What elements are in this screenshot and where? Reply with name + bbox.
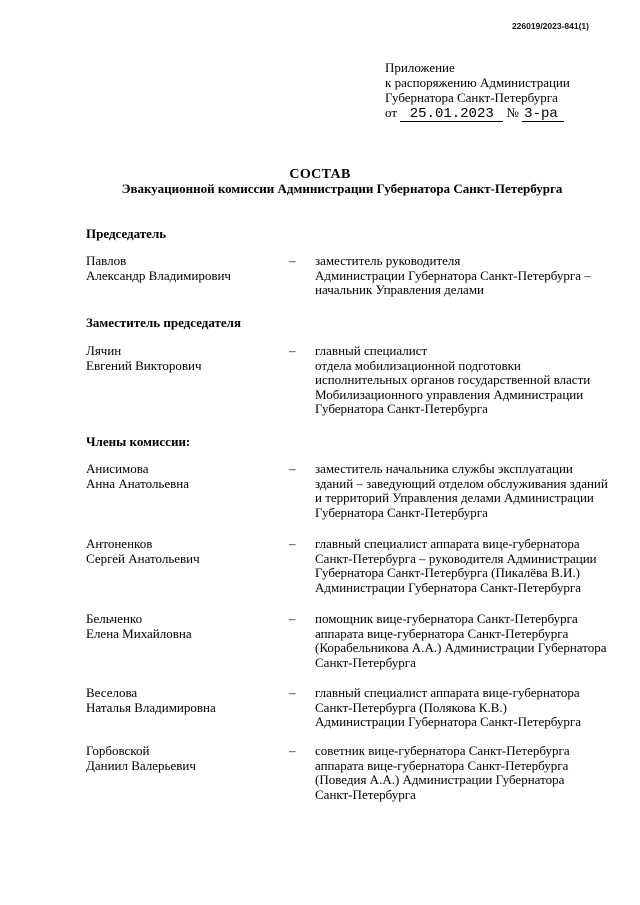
position-line: Мобилизационного управления Администрации bbox=[315, 386, 584, 402]
document-subtitle: Эвакуационной комиссии Администрации Губернатора Санкт-Петербурга bbox=[121, 181, 563, 196]
section-members: Члены комиссии: bbox=[86, 434, 191, 449]
member-position bbox=[315, 344, 625, 417]
position-line: советник вице-губернатора Санкт-Петербурга bbox=[315, 743, 570, 758]
position-line: (Поведия А.А.) Администрации Губернатора bbox=[315, 772, 565, 787]
member-surname: Бельченко bbox=[86, 611, 143, 626]
position-line: Санкт-Петербурга bbox=[315, 654, 416, 670]
position-line: Губернатора Санкт-Петербурга bbox=[315, 401, 488, 416]
position-line: (Корабельникова А.А.) Администрации Губернатора bbox=[315, 640, 607, 655]
position-line: зданий – заведующий отделом обслуживания зданий bbox=[315, 475, 608, 491]
dash-separator: – bbox=[289, 685, 296, 700]
position-line: главный специалист аппарата вице-губернатора bbox=[315, 685, 580, 700]
position-line: главный специалист аппарата вице-губернатора bbox=[315, 536, 580, 551]
member-name bbox=[86, 686, 286, 715]
dash-separator: – bbox=[289, 343, 296, 358]
member-given-name: Даниил Валерьевич bbox=[86, 757, 196, 773]
member-surname: Лячин bbox=[86, 343, 122, 358]
dash-separator: – bbox=[289, 253, 296, 268]
position-line: Санкт-Петербурга bbox=[315, 786, 416, 802]
from-label: от bbox=[385, 105, 398, 120]
position-line: заместитель начальника службы эксплуатации bbox=[315, 461, 573, 476]
position-line: Администрации Губернатора Санкт-Петербурга – bbox=[315, 267, 591, 283]
position-line: отдела мобилизационной подготовки bbox=[315, 357, 521, 373]
dash-separator: – bbox=[289, 743, 296, 758]
annex-date-line bbox=[385, 105, 570, 122]
document-title: СОСТАВ bbox=[289, 167, 351, 182]
position-line: Губернатора Санкт-Петербурга (Пикалёва В.И.) bbox=[315, 565, 580, 580]
dash-separator: – bbox=[289, 536, 296, 551]
member-given-name: Евгений Викторович bbox=[86, 357, 202, 373]
member-given-name: Анна Анатольевна bbox=[86, 475, 189, 491]
member-given-name: Александр Владимирович bbox=[86, 267, 231, 283]
position-line: аппарата вице-губернатора Санкт-Петербурга bbox=[315, 757, 569, 773]
position-line: исполнительных органов государственной власти bbox=[315, 372, 591, 387]
member-name bbox=[86, 254, 286, 283]
section-deputy: Заместитель председателя bbox=[86, 315, 242, 330]
position-line: Санкт-Петербурга – руководителя Администрации bbox=[315, 550, 597, 566]
member-name bbox=[86, 462, 286, 491]
annex-reference: к распоряжению Администрации bbox=[385, 75, 570, 90]
position-line: заместитель руководителя bbox=[315, 253, 461, 268]
member-position bbox=[315, 612, 625, 670]
member-given-name: Сергей Анатольевич bbox=[86, 550, 200, 566]
position-line: аппарата вице-губернатора Санкт-Петербурга bbox=[315, 625, 569, 641]
member-name bbox=[86, 612, 286, 641]
annex-block bbox=[385, 60, 570, 122]
position-line: и территорий Управления делами Администрации bbox=[315, 490, 594, 505]
member-surname: Павлов bbox=[86, 253, 127, 268]
number-label: № bbox=[506, 105, 519, 120]
member-position bbox=[315, 686, 625, 730]
member-name bbox=[86, 744, 286, 773]
member-given-name: Елена Михайловна bbox=[86, 625, 192, 641]
section-chair: Председатель bbox=[86, 226, 167, 241]
member-surname: Анисимова bbox=[86, 461, 149, 476]
position-line: главный специалист bbox=[315, 343, 428, 358]
member-position bbox=[315, 537, 625, 595]
dash-separator: – bbox=[289, 611, 296, 626]
member-surname: Веселова bbox=[86, 685, 138, 700]
member-name bbox=[86, 344, 286, 373]
position-line: Администрации Губернатора Санкт-Петербурга bbox=[315, 714, 581, 729]
annex-authority: Губернатора Санкт-Петербурга bbox=[385, 90, 558, 105]
order-date: 25.01.2023 bbox=[400, 108, 503, 122]
order-number: 3-ра bbox=[522, 108, 564, 122]
document-id: 226019/2023-841(1) bbox=[511, 21, 589, 31]
member-position bbox=[315, 744, 625, 802]
member-given-name: Наталья Владимировна bbox=[86, 699, 216, 715]
position-line: Санкт-Петербурга (Полякова К.В.) bbox=[315, 699, 507, 715]
position-line: помощник вице-губернатора Санкт-Петербурга bbox=[315, 611, 578, 626]
annex-title: Приложение bbox=[385, 60, 455, 75]
member-position bbox=[315, 254, 625, 298]
position-line: Губернатора Санкт-Петербурга bbox=[315, 504, 488, 520]
position-line: начальник Управления делами bbox=[315, 282, 485, 297]
position-line: Администрации Губернатора Санкт-Петербурга bbox=[315, 579, 581, 595]
dash-separator: – bbox=[289, 461, 296, 476]
member-surname: Антоненков bbox=[86, 536, 153, 551]
member-position bbox=[315, 462, 625, 520]
member-surname: Горбовской bbox=[86, 743, 150, 758]
member-name bbox=[86, 537, 286, 566]
